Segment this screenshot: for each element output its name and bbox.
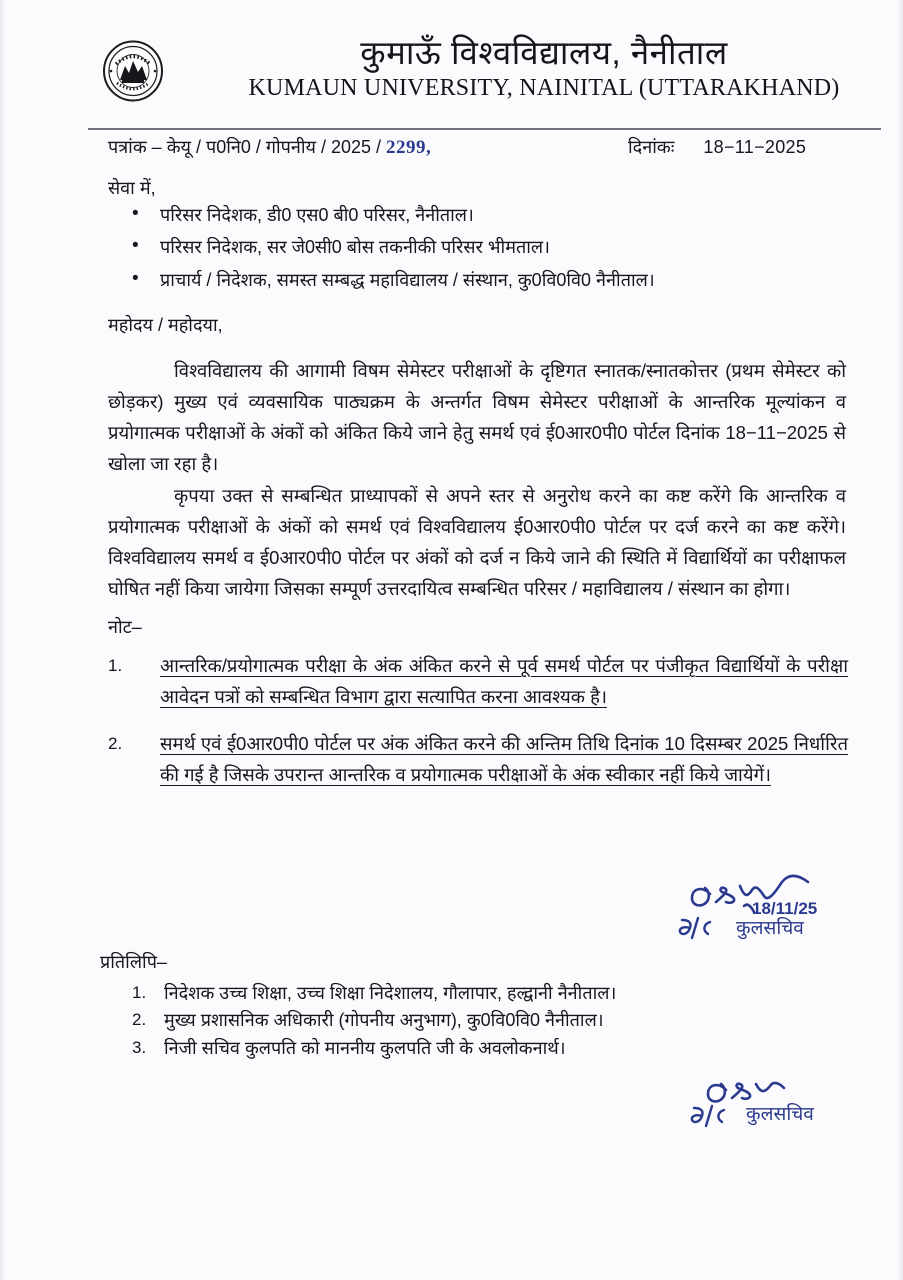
copy-item-number: 2. [132,1010,147,1030]
university-name-english: KUMAUN UNIVERSITY, NAINITAL (UTTARAKHAND) [248,74,840,101]
header-divider [88,128,881,130]
body-paragraph: विश्वविद्यालय की आगामी विषम सेमेस्टर परीक्षाओं के दृष्टिगत स्नातक/स्नातकोत्तर (प्रथम सेमेस्टर को छोड़कर) मुख्य एवं व्यवसायिक पाठ्यक्रम के अन्तर्गत विषम सेमेस्टर परीक्षाओं के आन्तरिक मूल्यांकन व प्रयोगात्मक परीक्षाओं के अंकों को अंकित किये जाने हेतु समर्थ एवं ई0आर0पी0 पोर्टल दिनांक 18−11−2025 से खोला जा रहा है। [108,360,846,474]
reference-line [108,135,868,163]
university-seal-icon [102,40,164,102]
note-number: 2. [108,734,123,753]
signature-caption: कुलसचिव [746,1104,814,1125]
list-item [128,980,868,1007]
date-block [628,135,806,159]
signature-registrar-copy [680,1078,860,1144]
list-item: • परिसर निदेशक, सर जे0सी0 बोस तकनीकी परिसर भीमताल। [128,236,868,259]
copy-item-text: मुख्य प्रशासनिक अधिकारी (गोपनीय अनुभाग), कु0वि0वि0 नैनीताल। [164,1010,604,1031]
reference-dash: – [151,137,162,157]
note-text: आन्तरिक/प्रयोगात्मक परीक्षा के अंक अंकित करने से पूर्व समर्थ पोर्टल पर पंजीकृत विद्यार्थियों के परीक्षा आवेदन पत्रों को सम्बन्धित विभाग द्वारा सत्यापित करना आवश्यक है। [160,655,848,707]
signature-date-handwritten: 18/11/25 [752,899,818,918]
signature-caption: कुलसचिव [736,918,804,939]
list-item: • परिसर निदेशक, डी0 एस0 बी0 परिसर, नैनीताल। [128,204,868,227]
copy-to-list [128,980,868,1062]
note-list [108,650,848,806]
note-number: 1. [108,656,123,675]
university-name-hindi: कुमाऊँ विश्वविद्यालय, नैनीताल [360,34,728,71]
list-item [128,1035,868,1062]
signature-registrar-primary [648,868,858,954]
reference-number-handwritten: 2299, [386,137,432,158]
note-item [108,728,848,790]
signature-ink-icon [648,868,858,954]
document-header [88,34,880,124]
list-item: • प्राचार्य / निदेशक, समस्त सम्बद्ध महाविद्यालय / संस्थान, कु0वि0वि0 नैनीताल। [128,269,868,292]
salutation: महोदय / महोदया, [108,315,223,335]
copy-item-number: 1. [132,983,147,1002]
recipient-list [128,204,868,301]
reference-label: पत्रांक [108,137,147,157]
copy-to-label: प्रतिलिपि– [100,952,167,972]
body-paragraph: कृपया उक्त से सम्बन्धित प्राध्यापकों से अपने स्तर से अनुरोध करने का कष्ट करेंगे कि आन्तरिक व प्रयोगात्मक परीक्षाओं के अंकों को समर्थ एवं विश्वविद्यालय ई0आर0पी0 पोर्टल पर दर्ज करने का कष्ट करेंगे। विश्वविद्यालय समर्थ व ई0आर0पी0 पोर्टल पर अंकों को दर्ज न किये जाने की स्थिति में विद्यार्थियों का परीक्षाफल घोषित नहीं किया जायेगा जिसका सम्पूर्ण उत्तरदायित्व सम्बन्धित परिसर / महाविद्यालय / संस्थान का होगा। [108,485,846,599]
to-label: सेवा में, [108,178,156,198]
copy-item-number: 3. [132,1037,147,1057]
date-label: दिनांकः [628,137,675,157]
copy-item-text: निदेशक उच्च शिक्षा, उच्च शिक्षा निदेशालय, गौलापार, हल्द्वानी नैनीताल। [164,983,617,1003]
note-text: समर्थ एवं ई0आर0पी0 पोर्टल पर अंक अंकित करने की अन्तिम तिथि दिनांक 10 दिसम्बर 2025 निर्धारित की गई है जिसके उपरान्त आन्तरिक व प्रयोगात्मक परीक्षाओं के अंक स्वीकार नहीं किये जायेगें। [160,733,848,785]
note-label: नोट– [108,617,142,637]
reference-series: केयू / प0नि0 / गोपनीय / 2025 / [166,137,382,157]
header-titles [208,34,880,102]
copy-item-text: निजी सचिव कुलपति को माननीय कुलपति जी के अवलोकनार्थ। [164,1037,566,1058]
list-item [128,1007,868,1034]
note-item [108,650,848,712]
date-value: 18−11−2025 [703,137,807,157]
